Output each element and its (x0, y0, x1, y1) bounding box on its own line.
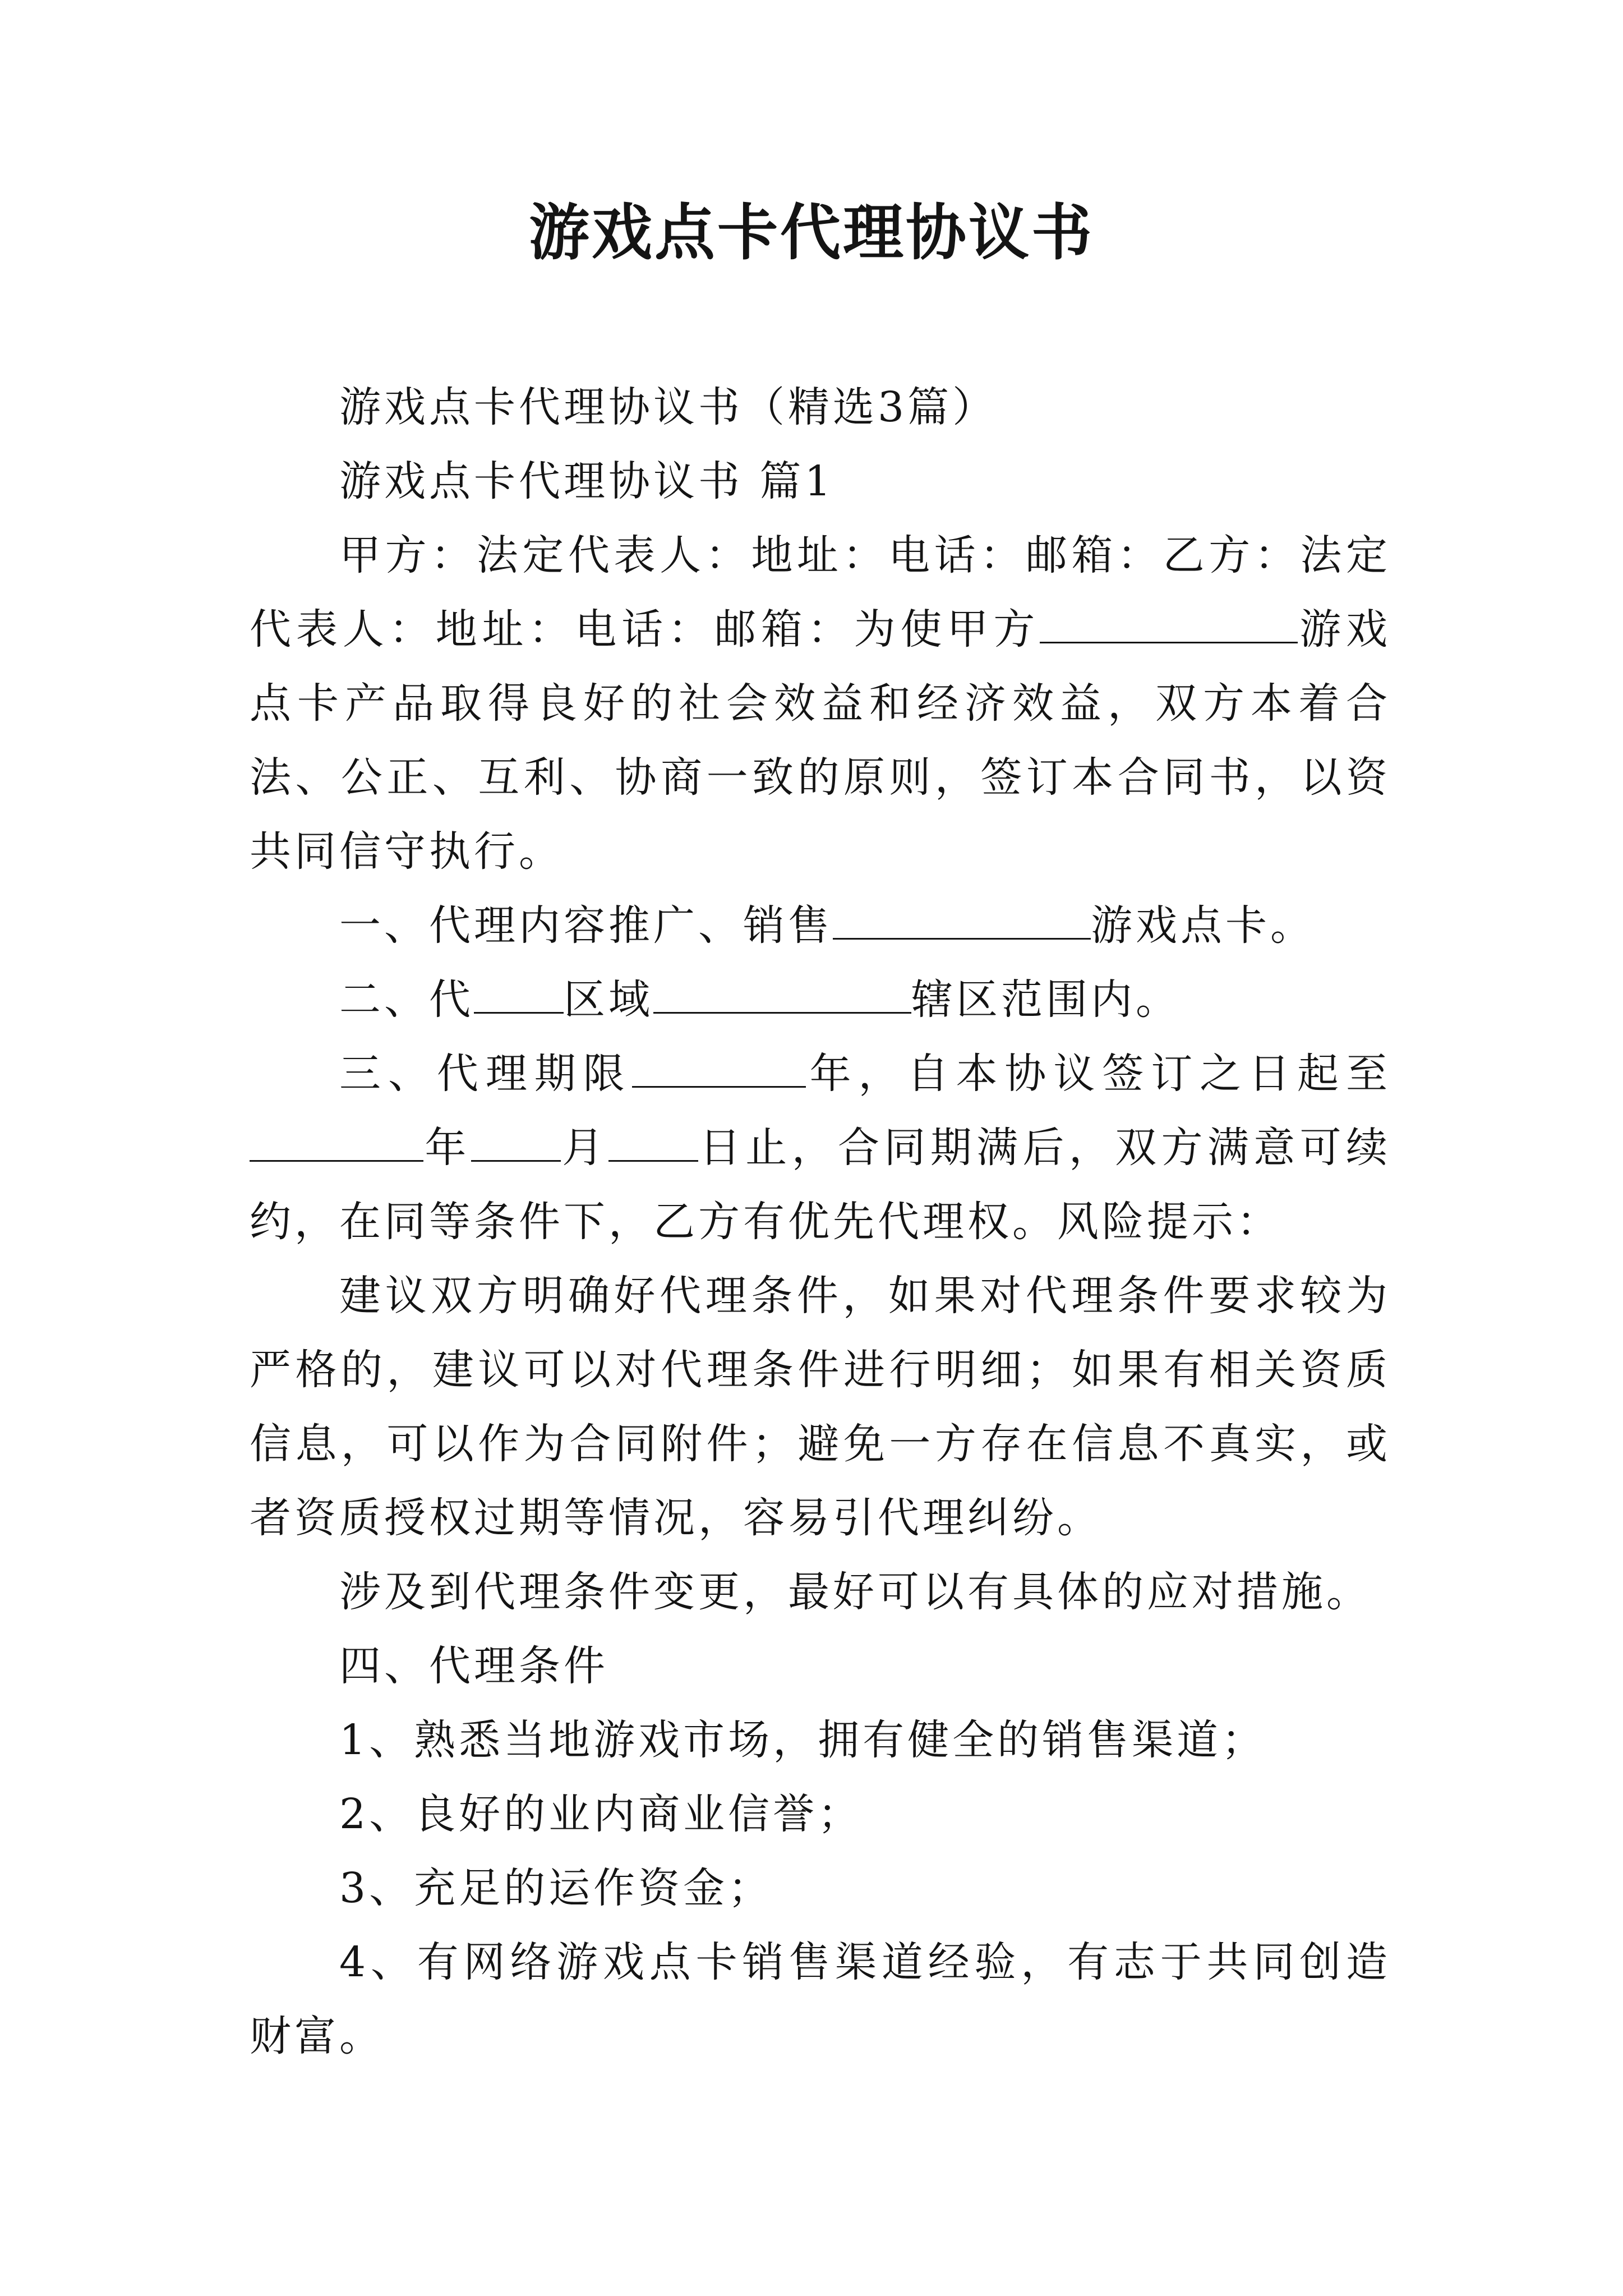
paragraph-clause-4-heading: 四、代理条件 (339, 1642, 608, 1690)
text-segment: 日止，合同期满后，双方满意可续约，在同等条件下，乙方有优先代理权。风险提示： (250, 1124, 1391, 1246)
text-segment: 游戏点卡产品取得良好的社会效益和经济效益，双方本着合法、公正、互利、协商一致的原则，签订本合同书，以资共同信守执行。 (250, 605, 1391, 876)
blank-line (250, 1121, 423, 1162)
text-segment: 区域 (564, 976, 653, 1024)
document-body (250, 370, 1391, 2073)
text-segment: 年 (423, 1124, 471, 1172)
text-segment: 三、代理期限 (339, 1050, 632, 1098)
paragraph-clause-2 (250, 963, 1391, 1037)
document-title: 游戏点卡代理协议书 (528, 197, 1094, 268)
paragraph-section-heading: 游戏点卡代理协议书 篇1 (339, 457, 834, 505)
paragraph-clause-3 (250, 1037, 1391, 1259)
text-segment: 游戏点卡。 (1091, 901, 1315, 950)
blank-line (653, 973, 911, 1014)
blank-line (608, 1121, 698, 1162)
paragraph-condition-4: 4、有网络游戏点卡销售渠道经验，有志于共同创造财富。 (250, 1938, 1391, 2060)
text-segment: 一、代理内容推广、销售 (339, 901, 833, 950)
blank-line (833, 899, 1091, 940)
text-segment: 甲方：法定代表人：地址：电话：邮箱：乙方：法定代表人：地址：电话：邮箱：为使甲方 (250, 531, 1391, 654)
text-segment: 月 (560, 1124, 608, 1172)
blank-line (474, 973, 564, 1014)
paragraph-condition-1: 1、熟悉当地游戏市场，拥有健全的销售渠道； (339, 1716, 1267, 1764)
paragraph-parties (250, 518, 1391, 889)
blank-line (1040, 602, 1298, 643)
text-segment: 辖区范围内。 (911, 976, 1181, 1024)
paragraph-subtitle: 游戏点卡代理协议书（精选3篇） (339, 383, 998, 431)
paragraph-risk-advice: 建议双方明确好代理条件，如果对代理条件要求较为严格的，建议可以对代理条件进行明细；如果有相关资质信息，可以作为合同附件；避免一方存在信息不真实，或者资质授权过期等情况，容易引代理纠纷。 (250, 1272, 1391, 1542)
blank-line (632, 1047, 806, 1088)
text-segment: 年，自本协议签订之日起至 (805, 1050, 1391, 1098)
paragraph-change-note: 涉及到代理条件变更，最好可以有具体的应对措施。 (339, 1568, 1371, 1616)
blank-line (471, 1121, 561, 1162)
paragraph-clause-1 (250, 889, 1391, 963)
text-segment: 二、代 (339, 976, 474, 1024)
paragraph-condition-3: 3、充足的运作资金； (339, 1864, 773, 1912)
paragraph-condition-2: 2、良好的业内商业信誉； (339, 1790, 863, 1838)
